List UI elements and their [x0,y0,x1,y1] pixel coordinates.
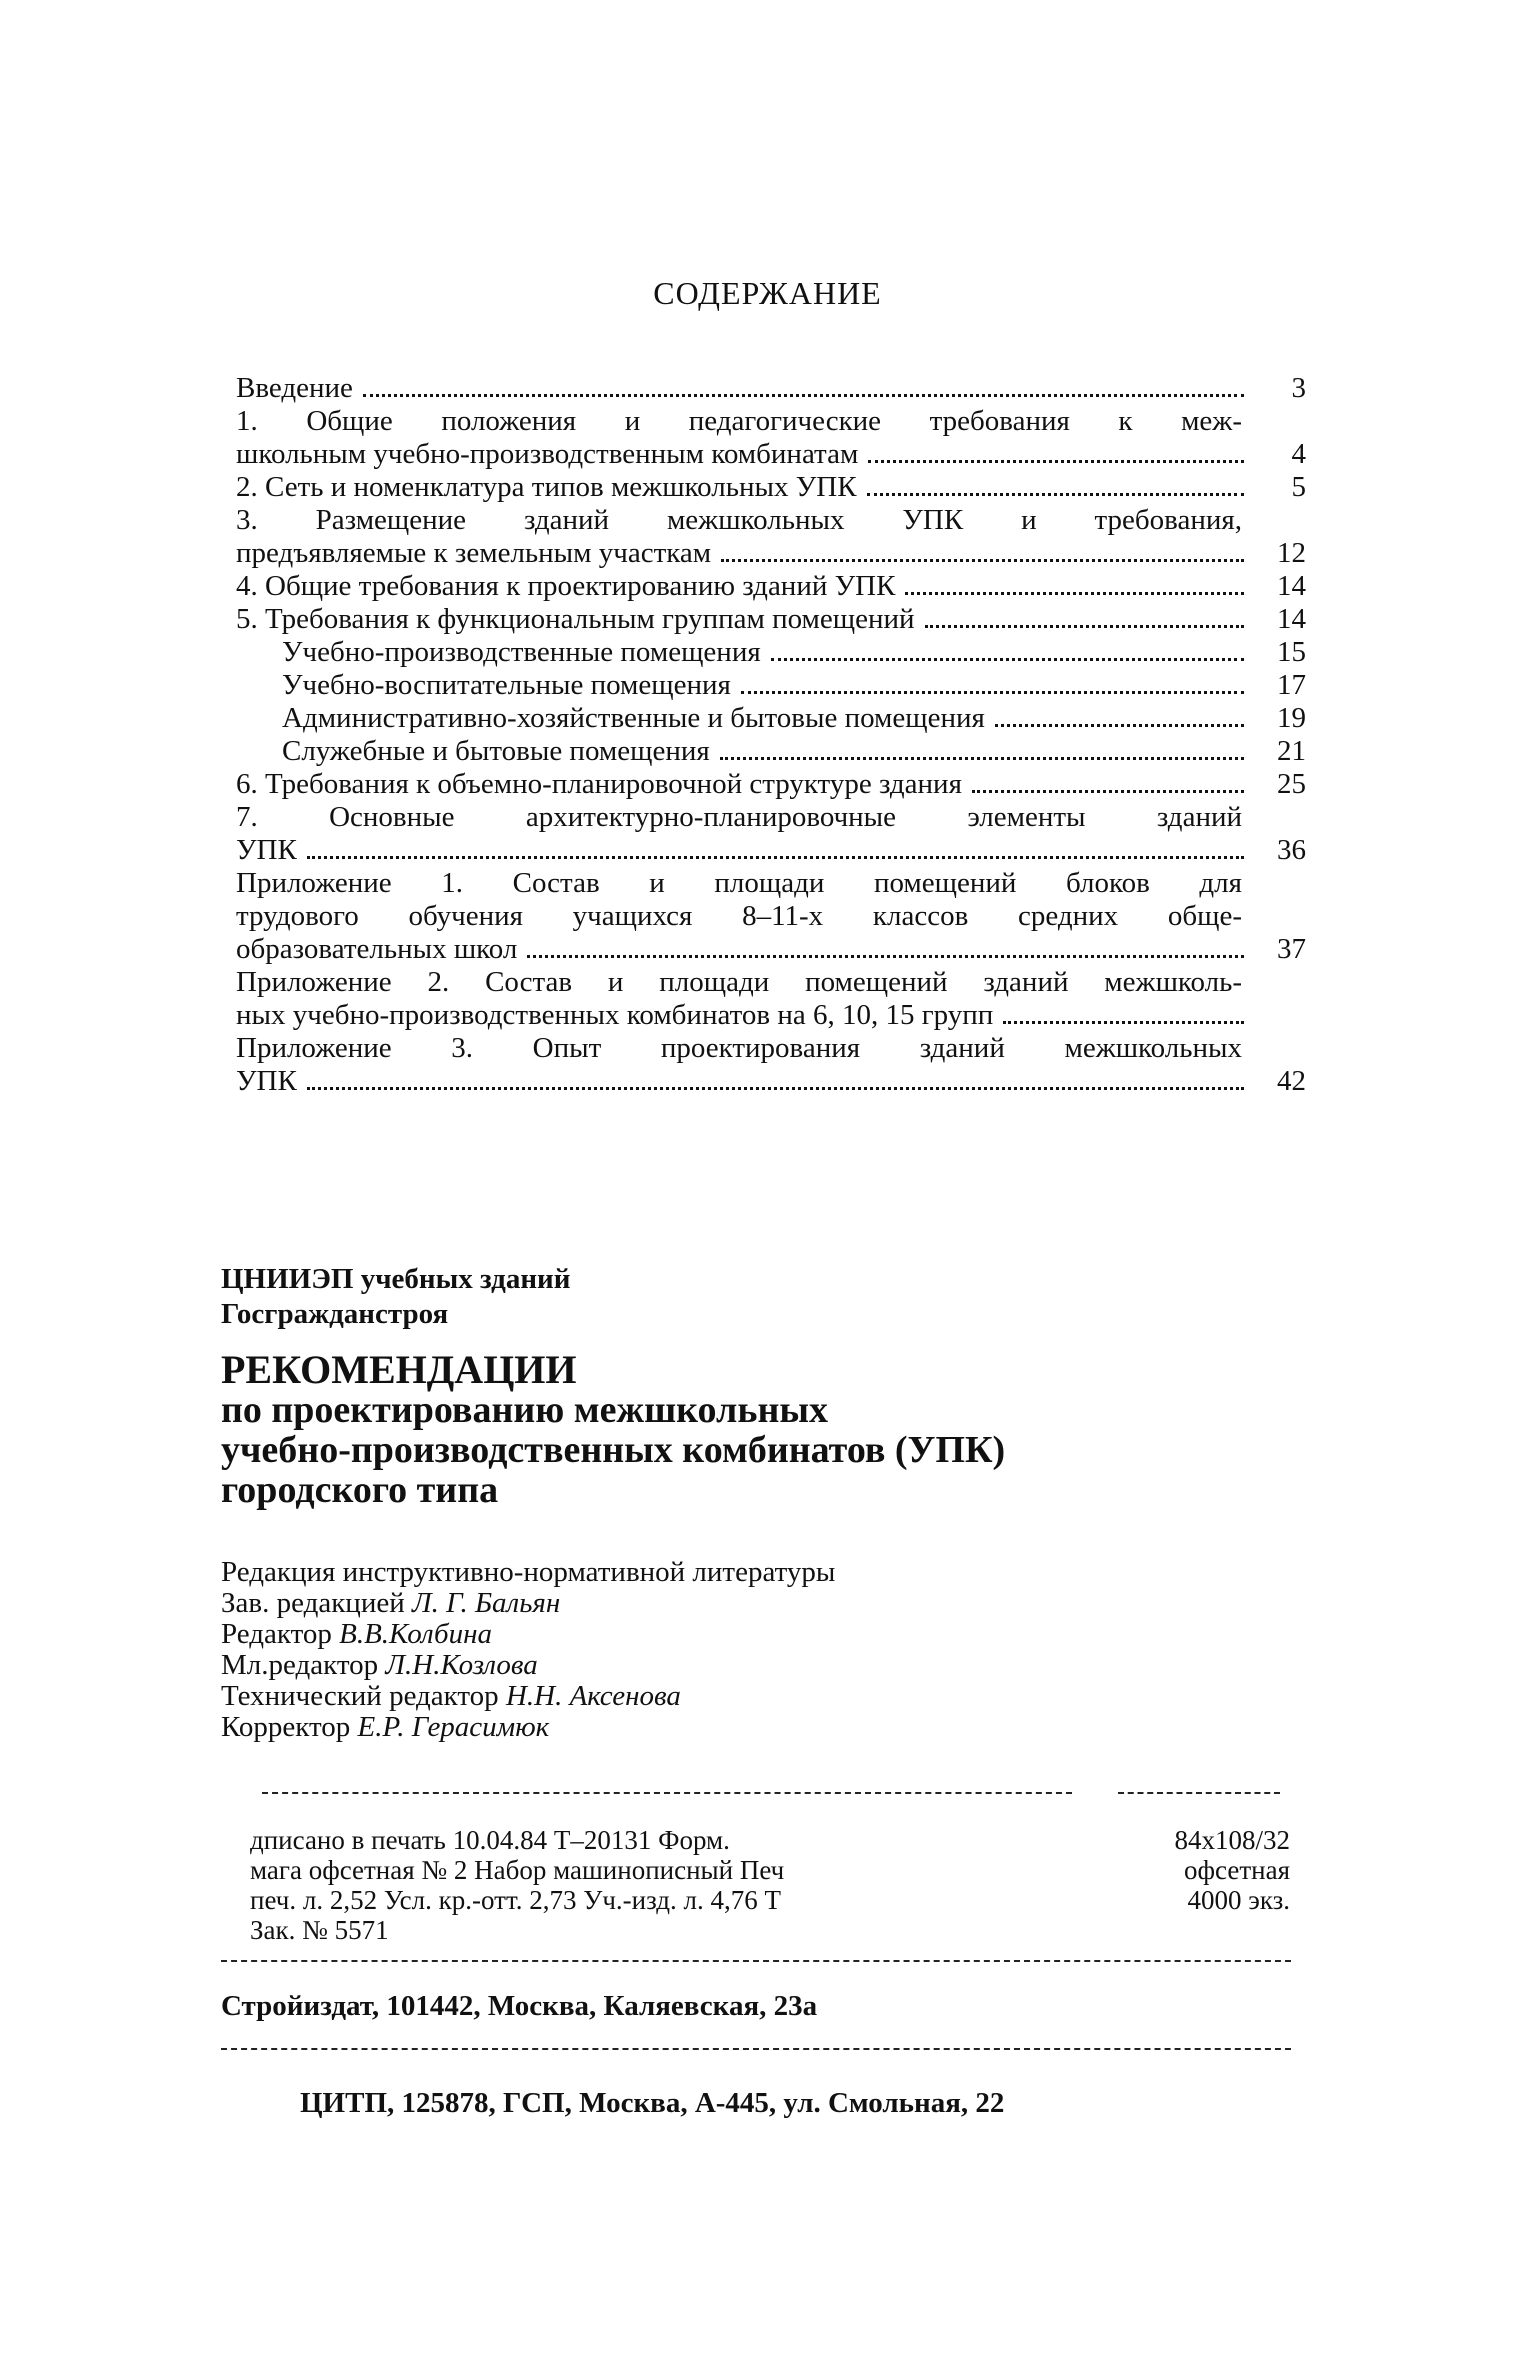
credit-name: Н.Н. Аксенова [505,1680,681,1712]
table-of-contents [236,372,1306,1098]
toc-entry-text: образовательных школ [236,933,518,965]
toc-entry-text: ных учебно-производственных комбинатов на 6, 10, 15 групп [236,999,994,1031]
toc-entry [236,768,1306,801]
dot-leader [741,691,1244,694]
print-detail-line: 84x108/32 [1174,1825,1290,1855]
book-subtitle-line: учебно-производственных комбинатов (УПК) [221,1429,1006,1471]
credit-line [221,1619,1311,1650]
toc-entry [236,801,1306,867]
credit-name: В.В.Колбина [339,1618,492,1650]
toc-page-number: 14 [1277,603,1306,635]
toc-page-number: 5 [1291,471,1306,503]
divider [221,1960,1291,1962]
toc-entry-text: 3. Размещение зданий межшкольных УПК и требования, [236,504,1242,536]
book-subtitle-line: по проектированию межшкольных [221,1389,829,1431]
toc-entry-text: 4. Общие требования к проектированию зданий УПК [236,570,896,602]
toc-entry-text: 6. Требования к объемно-планировочной структуре здания [236,768,962,800]
dot-leader [721,559,1244,562]
toc-entry-text: УПК [236,834,297,866]
divider [1118,1792,1280,1794]
organization-parent: Госгражданстроя [221,1298,449,1330]
printer-address: ЦИТП, 125878, ГСП, Москва, А-445, ул. Смольная, 22 [300,2087,1005,2119]
toc-entry-text: Административно-хозяйственные и бытовые помещения [282,702,985,734]
dot-leader [363,394,1244,397]
dot-leader [925,625,1244,628]
toc-page-number: 12 [1277,537,1306,569]
print-detail-line: офсетная [1184,1855,1290,1885]
credit-name: Л. Г. Бальян [411,1587,561,1619]
print-details-right [1120,1825,1290,1915]
dot-leader [307,1087,1244,1090]
toc-page-number: 19 [1277,702,1306,734]
toc-page-number: 36 [1277,834,1306,866]
print-detail-line: дписано в печать 10.04.84 Т–20131 Форм. [250,1825,730,1855]
toc-entry-text: Учебно-производственные помещения [282,636,761,668]
toc-entry [236,702,1306,735]
toc-entry [236,504,1306,570]
toc-entry [236,603,1306,636]
toc-entry [236,405,1306,471]
toc-entry-text: УПК [236,1065,297,1097]
dot-leader [527,955,1244,958]
toc-page-number: 4 [1291,438,1306,470]
toc-entry-text: 2. Сеть и номенклатура типов межшкольных УПК [236,471,857,503]
divider [262,1792,1072,1794]
toc-entry-text: 7. Основные архитектурно-планировочные элементы зданий [236,801,1242,833]
print-detail-line: Зак. № 5571 [250,1915,389,1945]
toc-entry [236,570,1306,603]
credit-line [221,1557,1311,1588]
toc-entry [236,471,1306,504]
toc-entry-text: Приложение 3. Опыт проектирования зданий межшкольных [236,1032,1242,1064]
dot-leader [905,592,1244,595]
dot-leader [720,757,1244,760]
credit-role: Редакция инструктивно-нормативной литературы [221,1556,836,1588]
toc-entry [236,636,1306,669]
print-detail-line: печ. л. 2,52 Усл. кр.-отт. 2,73 Уч.-изд. л. 4,76 Т [250,1885,781,1915]
editorial-credits [221,1557,1311,1743]
dot-leader [867,493,1244,496]
toc-entry [236,966,1306,1032]
toc-page-number: 42 [1277,1065,1306,1097]
credit-role: Корректор [221,1711,351,1743]
credit-role: Технический редактор [221,1680,499,1712]
toc-entry-text: Приложение 1. Состав и площади помещений блоков для [236,867,1242,899]
toc-entry-text: Введение [236,372,353,404]
publisher-address: Стройиздат, 101442, Москва, Каляевская, 23а [221,1990,818,2022]
toc-page-number: 37 [1277,933,1306,965]
organization-name: ЦНИИЭП учебных зданий [221,1263,571,1295]
toc-page-number: 21 [1277,735,1306,767]
toc-page-number: 17 [1277,669,1306,701]
toc-page-number: 3 [1291,372,1306,404]
credit-role: Мл.редактор [221,1649,379,1681]
credit-name: Л.Н.Козлова [385,1649,538,1681]
dot-leader [307,856,1244,859]
toc-heading: СОДЕРЖАНИЕ [653,275,882,311]
toc-page-number: 25 [1277,768,1306,800]
organization-block [221,1262,1311,1332]
credit-name: Е.Р. Герасимюк [357,1711,550,1743]
toc-entry [236,735,1306,768]
dot-leader [771,658,1244,661]
toc-entry [236,1032,1306,1098]
toc-entry-text: Приложение 2. Состав и площади помещений зданий межшколь- [236,966,1242,998]
toc-entry-text: предъявляемые к земельным участкам [236,537,712,569]
dot-leader [1003,1021,1244,1024]
print-details-left [250,1825,784,1945]
credit-line [221,1681,1311,1712]
credit-role: Редактор [221,1618,332,1650]
dot-leader [995,724,1244,727]
toc-entry-text: Служебные и бытовые помещения [282,735,710,767]
credit-line [221,1712,1311,1743]
book-subtitle-line: городского типа [221,1469,499,1511]
toc-entry-text: трудового обучения учащихся 8–11-х классов средних обще- [236,900,1242,932]
book-title: РЕКОМЕНДАЦИИ [221,1347,577,1392]
credit-role: Зав. редакцией [221,1587,405,1619]
toc-page-number: 15 [1277,636,1306,668]
print-detail-line: 4000 экз. [1187,1885,1290,1915]
toc-entry-text: Учебно-воспитательные помещения [282,669,731,701]
divider [221,2048,1291,2050]
toc-entry [236,372,1306,405]
dot-leader [868,460,1244,463]
toc-entry [236,867,1306,966]
dot-leader [972,790,1244,793]
toc-entry [236,669,1306,702]
book-title-block [221,1347,1311,1511]
credit-line [221,1650,1311,1681]
toc-entry-text: 5. Требования к функциональным группам помещений [236,603,915,635]
credit-line [221,1588,1311,1619]
toc-entry-text: школьным учебно-производственным комбинатам [236,438,859,470]
toc-entry-text: 1. Общие положения и педагогические требования к меж- [236,405,1242,437]
print-detail-line: мага офсетная № 2 Набор машинописный Печ [250,1855,785,1885]
toc-page-number: 14 [1277,570,1306,602]
